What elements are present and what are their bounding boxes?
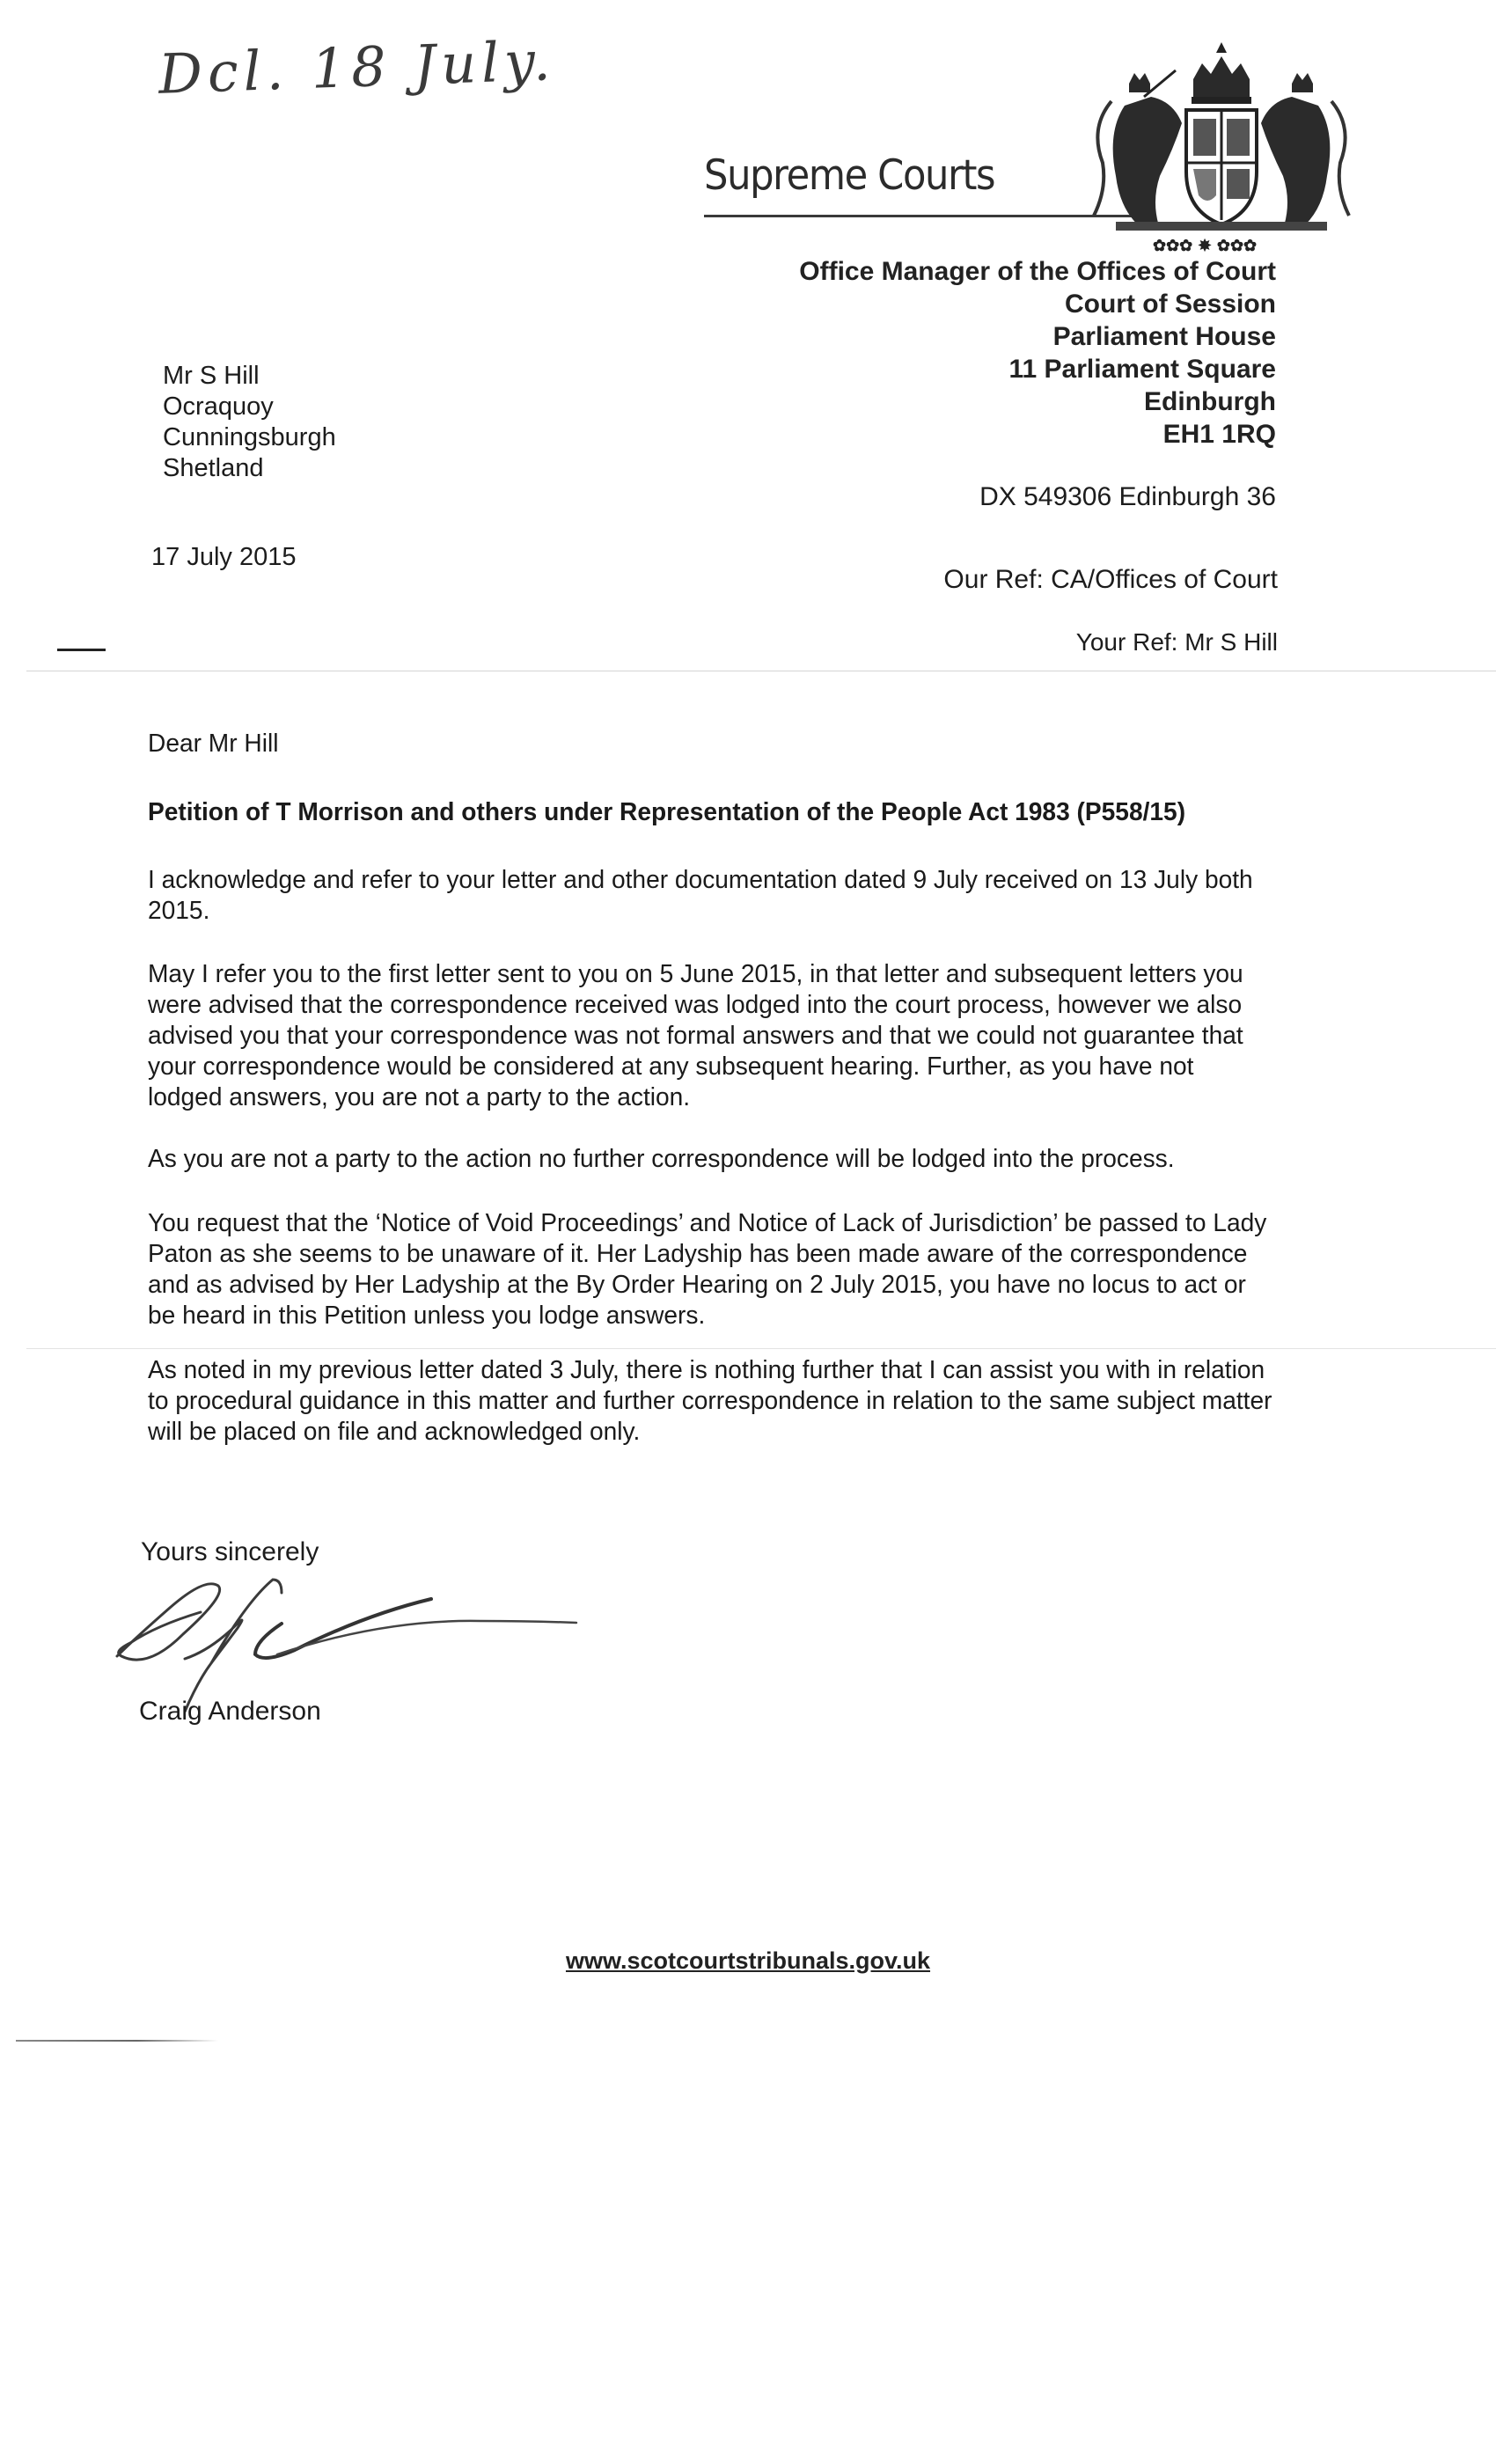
signer-name: Craig Anderson [139,1697,321,1726]
recipient-line: Mr S Hill [163,362,260,390]
handwritten-signature [101,1575,647,1716]
sender-address-line: Edinburgh [1144,387,1276,416]
scan-edge-line [16,2040,218,2042]
closing: Yours sincerely [141,1537,319,1566]
sender-address-line: Parliament House [1052,322,1276,351]
royal-crest-icon [1089,35,1353,255]
recipient-line: Cunningsburgh [163,423,336,451]
recipient-line: Shetland [163,454,264,482]
body-paragraph: I acknowledge and refer to your letter and other documentation dated 9 July received on 13 July both 2015. [148,866,1253,925]
letter-subject: Petition of T Morrison and others under Representation of the People Act 1983 (P558/15) [148,798,1186,826]
handwritten-note: Dcl. 18 July. [157,28,557,106]
recipient-line: Ocraquoy [163,392,274,421]
salutation: Dear Mr Hill [148,730,279,758]
your-reference: Your Ref: Mr S Hill [1075,628,1278,656]
our-reference: Our Ref: CA/Offices of Court [943,565,1278,594]
body-paragraph: May I refer you to the first letter sent to you on 5 June 2015, in that letter and subsequent letters you were advised that the correspondence received was lodged into the court process, however we also advised you that your correspondence was not formal answers and that we could not guarantee that your correspondence would be considered at any subsequent hearing. Further, as you have not lodged answers, you are not a party to the action. [148,960,1243,1111]
body-paragraph: As noted in my previous letter dated 3 July, there is nothing further that I can assist you with in relation to procedural guidance in this matter and further correspondence in relation to the same subject matter will be placed on file and acknowledged only. [148,1356,1272,1446]
fold-mark [57,649,106,651]
svg-text:✿✿✿ ✸ ✿✿✿: ✿✿✿ ✸ ✿✿✿ [1153,237,1258,255]
body-paragraph: You request that the ‘Notice of Void Proceedings’ and Notice of Lack of Jurisdiction’ be passed to Lady Paton as she seems to be unaware of it. Her Ladyship has been made aware of the correspondence and as advised by Her Ladyship at the By Order Hearing on 2 July 2015, you have no locus to act or be heard in this Petition unless you lodge answers. [148,1209,1267,1330]
letterhead-brand: Supreme Courts [704,151,995,200]
footer-website-link[interactable] [0,1947,1496,1975]
sender-address-line: EH1 1RQ [1162,420,1276,449]
body-paragraph: As you are not a party to the action no further correspondence will be lodged into the process. [148,1145,1175,1173]
letter-date: 17 July 2015 [151,543,297,571]
sender-address-line: Office Manager of the Offices of Court [799,257,1276,286]
sender-address-line: Court of Session [1064,290,1276,319]
sender-address-line: 11 Parliament Square [1008,355,1276,384]
letterhead-rule [704,215,1144,217]
footer-url-text[interactable]: www.scotcourtstribunals.gov.uk [565,1947,931,1974]
sender-address [799,255,1276,451]
page-fold-line [26,1348,1496,1349]
recipient-address [163,361,336,484]
dx-number: DX 549306 Edinburgh 36 [979,482,1276,511]
